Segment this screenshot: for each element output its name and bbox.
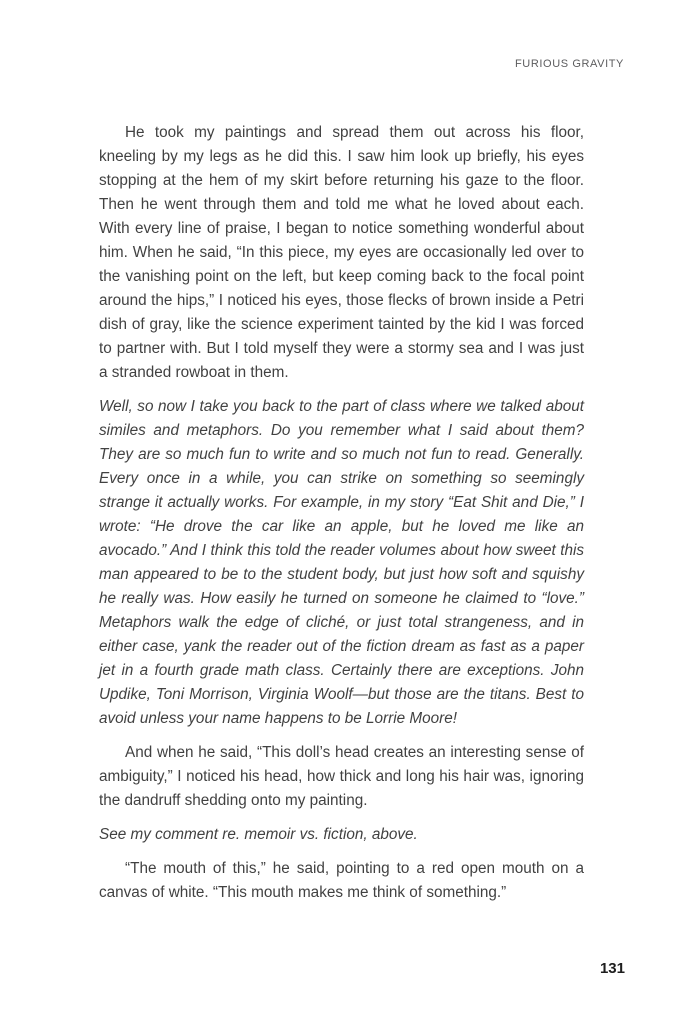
paragraph: He took my paintings and spread them out across his floor, kneeling by my legs as he did this. I saw him look up briefly, his eyes stopping at the hem of my skirt before returning his gaze to the floor. Then he went through them and told me what he loved about each. With every line of praise, I began to notice something wonderful about him. When he said, “In this piece, my eyes are occasionally led over to the vanishing point on the left, but keep coming back to the focal point around the hips,” I noticed his eyes, those flecks of brown inside a Petri dish of gray, like the science experiment tainted by the kid I was forced to partner with. But I told myself they were a stormy sea and I was just a stranded rowboat in them. bbox=[99, 124, 584, 381]
body-text bbox=[99, 121, 584, 905]
paragraph: And when he said, “This doll’s head creates an interesting sense of ambiguity,” I noticed his head, how thick and long his hair was, ignoring the dandruff shedding onto my painting. bbox=[99, 744, 584, 809]
running-head: FURIOUS GRAVITY bbox=[514, 58, 624, 70]
paragraph: See my comment re. memoir vs. fiction, above. bbox=[99, 826, 418, 843]
page-number: 131 bbox=[599, 960, 625, 977]
paragraph: “The mouth of this,” he said, pointing to a red open mouth on a canvas of white. “This mouth makes me think of something.” bbox=[99, 860, 584, 901]
paragraph: Well, so now I take you back to the part of class where we talked about similes and metaphors. Do you remember what I said about them? They are so much fun to write and so much not fun to read. Generally. Every once in a while, you can strike on something so seemingly strange it actually works. For example, in my story “Eat Shit and Die,” I wrote: “He drove the car like an apple, but he loved me like an avocado.” And I think this told the reader volumes about how sweet this man appeared to be to the student body, but just how soft and squishy he really was. How easily he turned on someone he claimed to “love.” Metaphors walk the edge of cliché, or just total strangeness, and in either case, yank the reader out of the fiction dream as fast as a paper jet in a fourth grade math class. Certainly there are exceptions. John Updike, Toni Morrison, Virginia Woolf—but those are the titans. Best to avoid unless your name happens to be Lorrie Moore! bbox=[99, 398, 584, 727]
